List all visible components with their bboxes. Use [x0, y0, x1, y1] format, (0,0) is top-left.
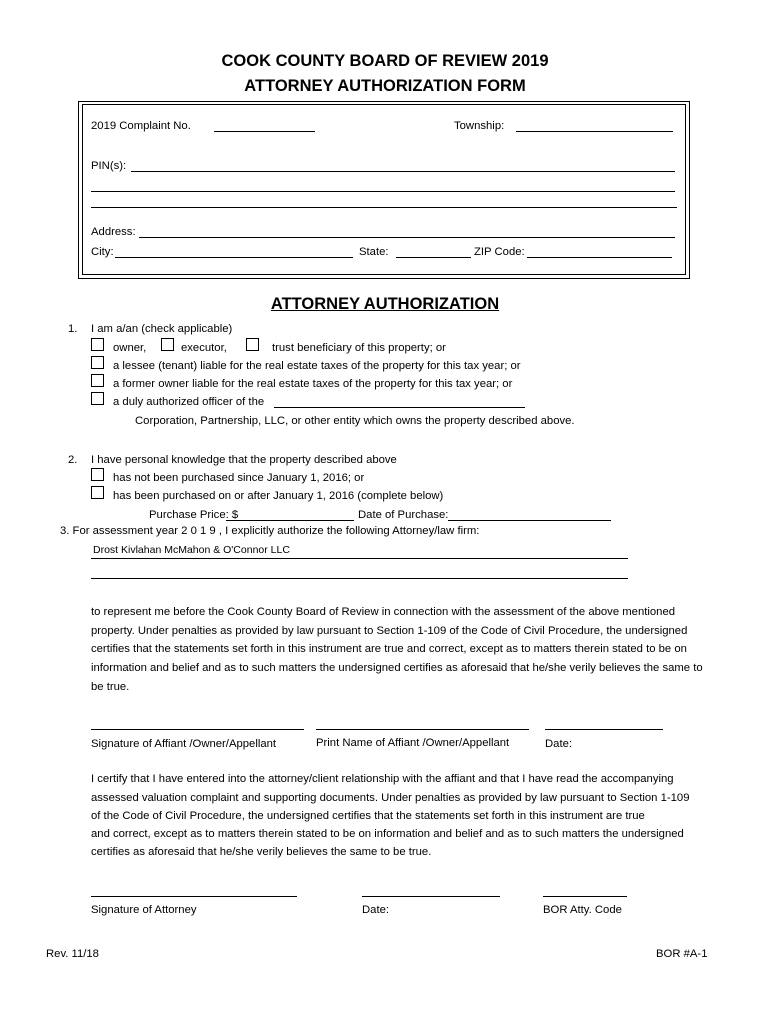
- township-field[interactable]: [516, 131, 673, 132]
- lessee-checkbox[interactable]: [91, 356, 104, 369]
- item2-number: 2.: [68, 454, 78, 466]
- pins-field[interactable]: [131, 171, 675, 172]
- represent-text-line4: information and belief and as to such matters the undersigned certifies as aforesaid that he/she verily believes the same to: [91, 662, 703, 674]
- pins-field-line2[interactable]: [91, 191, 675, 192]
- state-field[interactable]: [396, 257, 471, 258]
- purchased-checkbox[interactable]: [91, 486, 104, 499]
- form-title-line2: ATTORNEY AUTHORIZATION FORM: [244, 77, 526, 95]
- trust-beneficiary-checkbox[interactable]: [246, 338, 259, 351]
- state-label: State:: [359, 246, 389, 258]
- attorney-firm-field[interactable]: [91, 558, 628, 559]
- pins-label: PIN(s):: [91, 160, 127, 172]
- attorney-date-label: Date:: [362, 904, 390, 916]
- item1-text: I am a/an (check applicable): [91, 323, 233, 335]
- affiant-print-name-field[interactable]: [316, 729, 529, 730]
- certify-text-line5: certifies as aforesaid that he/she verily believes the same to be true.: [91, 846, 432, 858]
- certify-text-line1: I certify that I have entered into the attorney/client relationship with the affiant and that I have read the accompanying: [91, 773, 674, 785]
- certify-text-line3: of the Code of Civil Procedure, the undersigned certifies that the statements set forth in this instrument are true: [91, 810, 645, 822]
- purchased-label: has been purchased on or after January 1, 2016 (complete below): [113, 490, 444, 502]
- certify-text-line2: assessed valuation complaint and supporting documents. Under penalties as provided by law pursuant to Section 1-109: [91, 792, 690, 804]
- zip-label: ZIP Code:: [474, 246, 525, 258]
- affiant-signature-field[interactable]: [91, 729, 304, 730]
- affiant-print-name-label: Print Name of Affiant /Owner/Appellant: [316, 737, 510, 749]
- owner-label: owner,: [113, 342, 147, 354]
- owner-checkbox[interactable]: [91, 338, 104, 351]
- bor-atty-code-field[interactable]: [543, 896, 627, 897]
- trust-beneficiary-label: trust beneficiary of this property; or: [272, 342, 446, 354]
- city-label: City:: [91, 246, 114, 258]
- zip-field[interactable]: [527, 257, 672, 258]
- lessee-label: a lessee (tenant) liable for the real estate taxes of the property for this tax year; or: [113, 360, 521, 372]
- represent-text-line2: property. Under penalties as provided by law pursuant to Section 1-109 of the Code of Civil Procedure, the undersigned: [91, 625, 688, 637]
- complaint-number-field[interactable]: [214, 131, 315, 132]
- former-owner-label: a former owner liable for the real estate taxes of the property for this tax year; or: [113, 378, 513, 390]
- form-title-line1: COOK COUNTY BOARD OF REVIEW 2019: [221, 52, 549, 70]
- affiant-date-label: Date:: [545, 738, 573, 750]
- item3-text: 3. For assessment year 2 0 1 9 , I explicitly authorize the following Attorney/law firm:: [60, 525, 480, 537]
- address-label: Address:: [91, 226, 136, 238]
- purchase-price-field[interactable]: [226, 520, 354, 521]
- affiant-signature-label: Signature of Affiant /Owner/Appellant: [91, 738, 277, 750]
- bor-atty-code-label: BOR Atty. Code: [543, 904, 622, 916]
- represent-text-line1: to represent me before the Cook County Board of Review in connection with the assessment of the above mentioned: [91, 606, 676, 618]
- attorney-firm-value: Drost Kivlahan McMahon & O'Connor LLC: [93, 544, 290, 556]
- item2-text: I have personal knowledge that the property described above: [91, 454, 397, 466]
- purchase-price-label: Purchase Price: $: [149, 509, 239, 521]
- attorney-signature-label: Signature of Attorney: [91, 904, 197, 916]
- date-of-purchase-field[interactable]: [448, 520, 611, 521]
- not-purchased-label: has not been purchased since January 1, 2016; or: [113, 472, 365, 484]
- entity-name-field[interactable]: [274, 407, 525, 408]
- executor-checkbox[interactable]: [161, 338, 174, 351]
- attorney-signature-field[interactable]: [91, 896, 297, 897]
- entity-note: Corporation, Partnership, LLC, or other entity which owns the property described above.: [135, 415, 575, 427]
- former-owner-checkbox[interactable]: [91, 374, 104, 387]
- city-field[interactable]: [115, 257, 353, 258]
- affiant-date-field[interactable]: [545, 729, 663, 730]
- executor-label: executor,: [181, 342, 227, 354]
- officer-label: a duly authorized officer of the: [113, 396, 265, 408]
- date-of-purchase-label: Date of Purchase:: [358, 509, 449, 521]
- revision-label: Rev. 11/18: [46, 948, 99, 960]
- represent-text-line5: be true.: [91, 681, 130, 693]
- certify-text-line4: and correct, except as to matters therein stated to be on information and belief and as to such matters the undersigned: [91, 828, 684, 840]
- officer-checkbox[interactable]: [91, 392, 104, 405]
- complaint-label: 2019 Complaint No.: [91, 120, 191, 132]
- not-purchased-checkbox[interactable]: [91, 468, 104, 481]
- address-field[interactable]: [139, 237, 675, 238]
- pins-field-line3[interactable]: [91, 207, 677, 208]
- section-title: ATTORNEY AUTHORIZATION: [270, 295, 500, 313]
- attorney-date-field[interactable]: [362, 896, 500, 897]
- attorney-firm-field-line2[interactable]: [91, 578, 628, 579]
- represent-text-line3: certifies that the statements set forth in this instrument are true and correct, except as to matters therein stated to be on: [91, 643, 687, 655]
- item1-number: 1.: [68, 323, 78, 335]
- township-label: Township:: [454, 120, 505, 132]
- form-id-label: BOR #A-1: [656, 948, 708, 960]
